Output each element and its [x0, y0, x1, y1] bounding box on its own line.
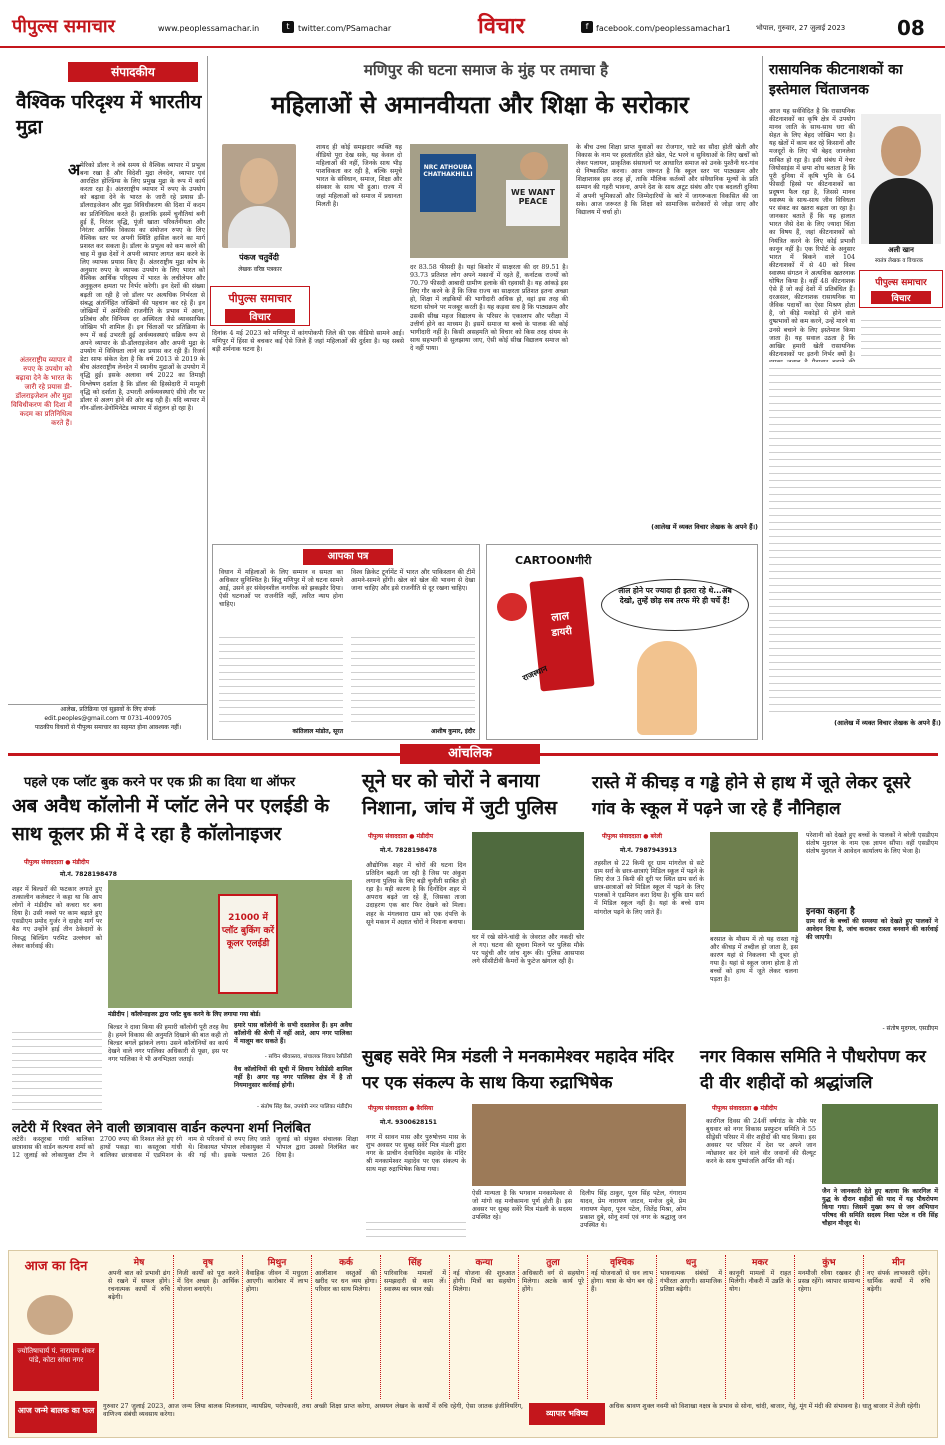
sign-text: मनमौजी रवैया रखकर ही प्रसन्न रहेंगे। व्यापार सामान्य रहेगा। [798, 1270, 860, 1294]
page-number: 08 [897, 16, 925, 40]
story2-byline: पीपुल्स संवाददाता ● मंडीदीप [368, 833, 434, 840]
diary-subtitle: डायरी [551, 625, 573, 640]
horoscope-sign-sagittarius [657, 1255, 726, 1399]
horoscope-sign-pisces [864, 1255, 933, 1399]
story1-body2: बिल्डर ने दावा किया की हमारी कॉलोनी पूरी तरह वैध है। हमने विकास की अनुमति दिखाने की बात कही तो बिल्डर बगलें झांकने लगा। उसने कॉलोनियों का कार्य देखने वाले नगर पालिका अधिकारी से पूछा, इस पर नगर पालिका ने भी अनभिज्ञता जताई। [108, 1024, 228, 1064]
right-brand-tag: विचार [871, 291, 931, 304]
protest-photo [410, 144, 568, 258]
right-body-top: आज यह सर्वविदित है कि रासायनिक कीटनाशकों का कृषि क्षेत्र में उपयोग मानव जाति के साथ-साथ धरा की सेहत के लिए बेहद जोखिम भरा है। यह खेतों में काम कर रहे किसानों और मजदूरों के लिए भी बेहद जानलेवा साबित हो रहा है। इसी संबंध में नेचर जियोसाइंस में छपा शोध बताता है कि पूरी दुनिया में कृषि भूमि के 64 फीसदी हिस्से पर कीटनाशकों का प्रदूषण फैल रहा है, जिससे मानव स्वास्थ्य के साथ-साथ जीव विविधता पर संकट का खतरा बढ़ता जा रहा है। जानकार बताते हैं कि यह हालात भारत जैसे देश के लिए ज्यादा चिंता का विषय हैं, जहां कीटनाशकों को नियंत्रित करने के लिए कोई प्रभावी कानून नहीं है। एक रिपोर्ट के अनुसार भारत में बिकने वाले 104 कीटनाशकों में से 40 को विश्व स्वास्थ्य संगठन ने अत्यधिक खतरनाक घोषित किया है। वहीं 48 कीटनाशक ऐसे हैं जो कई देशों में प्रतिबंधित हैं। दरअसल, कीटनाशक रासायनिक या जैविक पदार्थों का ऐसा मिश्रण होता है, जो कीड़े मकोड़ों से होने वाले दुष्प्रभावों को कम करने, उन्हें मारने या उनसे बचाने के लिए इस्तेमाल किया जाता है। यह सवाल उठता है कि आखिर हमारी खेती रासायनिक कीटनाशकों पर इतनी निर्भर क्यों है। [769, 108, 855, 358]
story1-phone: मो.नं. 7828198478 [60, 871, 117, 878]
story2-body: औद्योगिक शहर में चोरों की घटना दिन प्रतिदिन बढ़ती जा रही है जिस पर अंकुश लगाना पुलिस के लिए बड़ी चुनौती साबित हो रहा है। यही कारण है कि दिनोंदिन शहर में अपराध बढ़ते जा रहे हैं, जिसका ताजा उदाहरण एक बार फिर देखने को मिला। शहर के मंगलवारा ग्राम को एक दंपत्ति के सूने मकान में अज्ञात चोरों ने निशाना बनाया। [366, 862, 466, 926]
facebook-icon: f [581, 21, 593, 33]
right-body-continued [769, 362, 941, 712]
sign-name: सिंह [408, 1258, 422, 1268]
sign-text: नई योजनाओं से धन लाभ होगा। यात्रा के योग बन रहे हैं। [591, 1270, 653, 1294]
sign-name: मेष [133, 1258, 145, 1268]
masthead-logo[interactable]: पीपुल्स समाचार [12, 16, 115, 37]
story5-title: नगर विकास समिति ने पौधरोपण कर दी वीर शहीदों को श्रद्धांजलि [700, 1047, 926, 1093]
diary-title: लाल [550, 609, 570, 624]
story3-body: तहसील से 22 किमी दूर ग्राम मांगरोल से सटे ग्राम सर्रा के छात्र-छात्राएं मिडिल स्कूल में पढ़ने के लिए रोज 3 किमी की दूरी पर स्थित ग्राम सर्रा के छात्र-छात्राओं को मिडिल स्कूल में पढ़ने के लिए पालकों ने एडमिशन करा दिया है। चूंकि ग्राम सर्रा में मिडिल स्कूल नहीं है। यहां के बच्चे ग्राम मांगरोल पढ़ने के लिए जाते हैं। [594, 860, 704, 916]
letter-1-sign: कांतिलाल मांडोत, सूरत [292, 728, 343, 735]
story3-photo [710, 832, 798, 932]
story1-quote2 [234, 1066, 352, 1114]
footer-contact-line: आलेख, प्रतिक्रिया एवं सुझावों के लिए संपर्क [60, 706, 156, 713]
author-photo [222, 144, 296, 248]
story3-sub: इनका कहना है [806, 907, 855, 917]
sign-name: कुंभ [822, 1258, 836, 1268]
brand-tag: विचार [225, 309, 295, 323]
story1-body-more [12, 1026, 102, 1114]
editorial-body: मेरिको डॉलर ने लंबे समय से वैश्विक व्यापार में प्रभुत्व बना रखा है और विदेशी मुद्रा लेनदेन, व्यापार एवं आरक्षित होल्डिंग्स के लिए प्रमुख मुद्रा के रूप में कार्य करता रहा है। अंतरराष्ट्रीय व्यापार में रुपए के उपयोग को बढ़ावा देने के भारत के जारी रहे प्रयास डी-डॉलराइजेशन और मुद्रा विविधीकरण की दिशा में कदम का प्रतिनिधित्व करते हैं। हालांकि इसमें चुनौतियां बनी हुई हैं, निरंतर वृद्धि, पूंजी खाता परिवर्तनीयता और निरंतर आर्थिक विकास का संयोजन रुपए के लिए वैश्विक स्तर पर अपनी स्थिति हासिल करने का मार्ग प्रशस्त कर सकता है। डॉलर के प्रभुत्व को कम करने की चाह में कुछ देशों ने अपनी व्यापार लागत कम करने के लिए व्यापक प्रयास किए हैं। अंतरराष्ट्रीय मुद्रा कोष के अनुसार रुपए के व्यापक उपयोग के लिए भारत को वैश्विक आर्थिक परिदृश्य में भारत के लचीलेपन और अनुकूलन क्षमता पर निर्भर करेगी। इन देशों की संख्या बढ़ती जा रही है जो डॉलर पर अत्यधिक निर्भरता से संबद्ध अंतर्निहित जोखिमों की पहचान कर रहे हैं। इन जोखिमों में अमेरिकी राजनीति के प्रभाव में आना, प्रतिबंध और विनिमय दर अस्थिरता जैसे व्यावसायिक जोखिम भी शामिल हैं। इन चिंताओं पर प्रतिक्रिया के रूप में कई उभरती हुई अर्थव्यवस्थाएं सक्रिय रूप से अपने व्यापार के डी-डॉलराइजेशन और अपनी मुद्रा के उपयोग में विविधता लाने का प्रयास कर रही हैं। रिजर्व डेटा साफ संकेत देता है कि वर्ष 2013 से 2019 के बीच अंतरराष्ट्रीय लेनदेन में स्थानीय मुद्राओं के उपयोग में वृद्धि हुई। इसके अलावा वर्ष 2022 का तिमाही विश्लेषण दर्शाता है कि डॉलर की हिस्सेदारी में मामूली वृद्धि को दर्शाता है, उभरती अर्थव्यवस्थाएं सीधे तौर पर डॉलर से अलग होने की ओर बढ़ रही हैं। यदि व्यापार में नॉन-डॉलर-डेनोमिनेटेड व्यापार में संतुलन हो रहा है। [80, 162, 205, 412]
story3-phone: मो.नं. 7987943913 [620, 847, 677, 854]
right-title: रासायनिक कीटनाशकों का इस्तेमाल चिंताजनक [769, 62, 903, 98]
sign-name: वृश्चिक [610, 1258, 634, 1268]
horoscope-sign-gemini [243, 1255, 312, 1399]
editorial-dropcap: अ [68, 160, 81, 179]
story2-title: सूने घर को चोरों ने बनाया निशाना, जांच में जुटी पुलिस [362, 770, 557, 819]
story1-title: अब अवैध कॉलोनी में प्लॉट लेने पर एलईडी के साथ कूलर फ्री में दे रहा है कॉलोनाइजर [12, 795, 330, 845]
section-title: विचार [478, 14, 525, 39]
story4-body: नगर में सावन मास और पुरुषोत्तम मास के शुभ अवसर पर सुबह सवेरे मित्र मंडली द्वारा नगर के प्राचीन देवाधिदेव महादेव के मंदिर श्री मनकामेश्वर महादेव पर एक संकल्प के साथ महा रुद्राभिषेक किया गया। [366, 1134, 466, 1174]
story4-byline: पीपुल्स संवाददाता ● बैरसिया [368, 1105, 434, 1112]
horoscope-sign-scorpio [588, 1255, 657, 1399]
right-author-shirt [869, 178, 933, 244]
editorial-footer [8, 704, 208, 740]
author-name: पंकज चतुर्वेदी [239, 253, 279, 262]
sign-name: मिथुन [267, 1258, 287, 1268]
footer-email[interactable]: edit.peoples@gmail.com या 0731-4009705 [44, 715, 172, 722]
story1-quote2-text: वैध कॉलोनियों की सूची में शिवाय रेसीडेंसी शामिल नहीं है। अगर यह नगर पालिका क्षेत्र में है तो नियमानुसार कार्रवाई होगी। [234, 1066, 352, 1090]
main-col4: के बीच उच्च शिक्षा प्राप्त युवाओं का रोजगार, घाटे का सौदा होती खेती और विकास के नाम पर हस्तांतरित होते खेत, पेट भरने व सुविधाओं के लिए खर्चों को लेकर पलायन, प्राकृतिक संसाधनों पर आधारित समाज को उनके पुश्तैनी घर-गांव से निष्कासित करना। आज जरूरत है कि स्कूल स्तर पर पाठ्यक्रम और शिक्षाशास्त्र इस तरह हों, ताकि मौलिक कर्तव्यों और संवैधानिक मूल्यों के प्रति सम्मान की गहरी भावना, अपने देश के साथ अटूट संबंध और एक बदलती दुनिया में अपनी भूमिकाओं और जिम्मेदारियों के बारे में जागरूकता विकसित की जा सके। आज जरूरत है कि शिक्षा को सामाजिक सरोकारों से जोड़ा जाए और विद्यालय में चर्चा हो। [576, 144, 758, 216]
main-col1-upper: शायद ही कोई समझदार व्यक्ति यह वीडियो पूरा देख सके, यह केवल दो महिलाओं की नहीं, जिनके साथ भीड़ पाशविकता कर रही है, बल्कि समूचे भारत के संविधान, समाज, शिक्षा और संस्कार के साथ भी हुआ। राज्य में जहां महिलाओं को समाज में प्रधानता मिलती है। [316, 144, 402, 208]
story4-body-more [366, 1216, 466, 1240]
story5-caption: जैन ने जानकारी देते हुए बताया कि कारगिल में युद्ध के दौरान शहीदों की याद में यह पौधरोपण किया गया। जिसमें मुख्य रूप से जन अभियान परिषद की समिति सदस्य निशा पटेल व रवि सिंह चौहान मौजूद थे। [822, 1188, 938, 1228]
letter-2: विश्व क्रिकेट टूर्नामेंट में भारत और पाकिस्तान की टीमें आमने-सामने होंगी। खेल को खेल की भावना से देखा जाना चाहिए और इसे राजनीति से दूर रखना चाहिए। [351, 569, 475, 593]
editorial-column [8, 56, 208, 740]
right-author-note: (आलेख में व्यक्त विचार लेखक के अपने हैं।) [834, 719, 941, 727]
horoscope-astrologer: ज्योतिषाचार्य पं. नारायण शंकर पांडे, कोटा सांधा नगर [13, 1343, 99, 1391]
right-brand-box [859, 270, 943, 308]
brand-logo: पीपुल्स समाचार [228, 292, 292, 305]
right-article [762, 56, 942, 740]
section-band: आंचलिक [400, 744, 540, 764]
story3-caption: बरसात के मौसम में तो यह रास्ता गड्ढे और कीचड़ में तब्दील हो जाता है, इस कारण यहां से निकलना भी दूभर हो गया है। यहां से स्कूल जाना होता है तो बच्चों को हाथ में जूते लेकर चलना पड़ता है। [710, 936, 798, 984]
twitter-link[interactable]: twitter.com/PSamachar [298, 24, 392, 33]
story4-photo [472, 1104, 686, 1186]
sign-text: वैवाहिक जीवन में मधुरता आएगी। कारोबार में लाभ होगा। [246, 1270, 308, 1294]
horoscope-sign-cancer [312, 1255, 381, 1399]
horoscope-sign-aries [105, 1255, 174, 1399]
author-shirt [228, 206, 290, 248]
sign-name: कर्क [339, 1258, 353, 1268]
sign-text: नए संपर्क लाभकारी रहेंगे। धार्मिक कार्यों में रुचि बढ़ेगी। [867, 1270, 930, 1294]
sign-name: धनु [685, 1258, 697, 1268]
story5-body: कारगिल दिवस की 24वीं वर्षगांठ के मौके पर बुधवार को नगर विकास प्रस्फुटन समिति ने 55 सीड्रेसी परिसर में वीर शहीदों की याद किया। इस अवसर पर परिसर में देश पर अपने जान न्योछावर कर देने वाले वीर जवानों की सैल्यूट करने के साथ पुष्पांजलि अर्पित की गई। [706, 1118, 816, 1166]
main-col3: दर 83.58 फीसदी है। यहां किशोर में साक्षरता की दर 89.51 है। 93.73 प्रतिशत लोग अपने मकानों में रहते हैं, कर्नाटक राज्यों को 70.79 फीसदी आबादी ग्रामीण इलाके की रहवासी है। यह आंकड़े इस लिए गौर करने के हैं कि जिस राज्य का साक्षरता प्रतिशत इतना अच्छा हो, शिक्षा में लड़कियों की भागीदारी अधिक हो, वहां इस तरह की घटना सोचने पर मजबूर करती है। यह कड़वा सच है कि पाठ्यक्रम और उसकी सीख महज विद्यालय के परिसर के एकालाप और परीक्षा में उत्तीर्ण होने का माध्यम है। इसमें समाज या बच्चे के पालक की कोई भागीदारी नहीं है। किसी असहमति को विचार को किस तरह संयम के साथ सहभागी से सुलझाया जाए, ऐसी कोई सीख विद्यालय समाज को दे नहीं पाया। [410, 264, 568, 352]
sign-text: कानूनी मामलों में राहत मिलेगी। नौकरी में उन्नति के योग। [729, 1270, 791, 1294]
business-label: व्यापार भविष्य [529, 1403, 605, 1425]
story1-byline: पीपुल्स संवाददाता ● मंडीदीप [24, 859, 90, 866]
horoscope-label: आज का दिन [24, 1259, 88, 1274]
author-face [240, 158, 278, 204]
protest-placard-nrc: NRC ATHOUBA CHATHAKHILLI [420, 154, 476, 212]
main-author-note: (आलेख में व्यक्त विचार लेखक के अपने हैं।) [651, 523, 758, 531]
story3-byline: पीपुल्स संवाददाता ● बरेली [602, 833, 663, 840]
business-text: अधिक श्रावण शुक्ल नवमी को विशाखा नक्षत्र के प्रभाव से सोना, चांदी, बाजार, गेहूं, मूंग में मंदी की संभावना है। धातु बाजार में तेजी रहेगी। [609, 1403, 921, 1410]
protest-woman [520, 152, 548, 180]
story1-body: शहर में बिल्डरों की फटकार लगाते हुए तत्कालीन कलेक्टर ने कहा था कि आप लोगों ने मंडीदीप को कचरा घर बना दिया है। उसी नक्शे पर काम बढ़ाते हुए एसडीएम प्रमोद गुर्जर ने दाहोद मार्ग पर बैठ गए उन्होंने हाई तीन ठेकेदारों के विरुद्ध बिल्डिंग परमिट उल्लंघन को लेकर कार्रवाई की। [12, 886, 102, 950]
sign-text: पारिवारिक मामलों में समझदारी से काम लें। स्वास्थ्य का ध्यान रखें। [384, 1270, 446, 1294]
sign-text: नई योजना की शुरुआत होगी। मित्रों का सहयोग मिलेगा। [453, 1270, 515, 1294]
right-author-name: अली खान [888, 246, 914, 254]
story1-caption: मंडीदीप | कॉलोनाइजर द्वारा प्लॉट बुक करने के लिए लगाया गया बोर्ड। [108, 1011, 261, 1018]
story2-phone: मो.नं. 7828198478 [380, 847, 437, 854]
sign-name: कन्या [475, 1258, 493, 1268]
cartoon-speech-bubble: लाल होने पर ज्यादा ही इतरा रहे थे...अब देखो, तुम्हें छोड़ सब तरफ मेरे ही चर्चे हैं! [601, 579, 749, 631]
sign-text: आलीशान वस्तुओं की खरीद पर धन व्यय होगा। परिवार का साथ मिलेगा। [315, 1270, 377, 1294]
brand-box [210, 286, 310, 326]
cartoon-figure [637, 641, 697, 735]
horoscope-sign-libra [519, 1255, 588, 1399]
horoscope-sign-taurus [174, 1255, 243, 1399]
website-link[interactable]: www.peoplessamachar.in [158, 24, 260, 33]
letter-1: विधान में महिलाओं के लिए सम्मान व समता का अधिकार सुनिश्चित है। किंतु मणिपुर में जो घटना सामने आई, उसने हर संवेदनशील नागरिक को झकझोर दिया। ऐसी घटनाओं पर राजनीति नहीं, त्वरित न्याय होना चाहिए। [219, 569, 343, 609]
editorial-label: संपादकीय [68, 62, 198, 82]
sign-text: अपनी बात को प्रभावी ढंग से रखने में सफल होंगे। रचनात्मक कार्यों में रुचि बढ़ेगी। [108, 1270, 170, 1302]
story3-quote: ग्राम सर्रा के बच्चों की समस्या को देखते हुए पालकों ने आवेदन दिया है, जांच कराकर रास्ता बनवाने की कार्रवाई की जाएगी। [806, 918, 938, 942]
protest-placard-peace: WE WANT PEACE [506, 180, 560, 226]
main-col2: दिनांक 4 मई 2023 को मणिपुर में कांगपोकपी जिले की एक वीडियो सामने आई। मणिपुर में हिंसा से बचकर कई ऐसे जिले हैं जहां महिलाओं की दुर्दशा है। यह सबसे बड़ी शर्मनाक घटना है। [212, 330, 404, 354]
story4-body2: ऐसी मान्यता है कि भगवान मनकामेश्वर से जो मांगो वह मनोकामना पूर्ण होती है। इस अवसर पर सुबह सवेरे मित्र मंडली के सदस्य उपस्थित रहे। [472, 1190, 572, 1222]
horoscope-sign-virgo [450, 1255, 519, 1399]
story3-title: रास्ते में कीचड़ व गड्ढे होने से हाथ में जूते लेकर दूसरे गांव के स्कूल में पढ़ने जा रहे हैं नौनिहाल [592, 773, 911, 819]
story2-body2: घर में रखे सोने-चांदी के जेवरात और नकदी चोर ले गए। घटना की सूचना मिलने पर पुलिस मौके पर पहुंची और जांच शुरू की। पुलिस आसपास लगे सीसीटीवी कैमरों के फुटेज खंगाल रही है। [472, 934, 584, 966]
horoscope-astrologer-photo [27, 1295, 73, 1335]
author-role: लेखक वरिष्ठ पत्रकार [238, 266, 282, 273]
story1-quote2-sign: - संतोष सिंह बैस, उपयंत्री नगर पालिका मंडीदीप [256, 1104, 352, 1110]
right-author-photo [861, 114, 941, 244]
cartoon-label: CARTOONगीरी [515, 554, 592, 567]
sign-name: मीन [892, 1258, 905, 1268]
facebook-link[interactable]: facebook.com/peoplessamachar1 [596, 24, 731, 33]
story3-body2: परेशानी को देखते हुए बच्चों के पालकों ने बरेली एसडीएम संतोष मुदगल के नाम एक ज्ञापन सौंपा। वहीं एसडीएम संतोष मुदगल ने आवेदन कार्यालय के लिए भेजा है। [806, 832, 938, 856]
right-body-lines [861, 314, 941, 358]
story1-kicker: पहले एक प्लॉट बुक करने पर एक फ्री का दिया था ऑफर [24, 775, 296, 790]
main-kicker: मणिपुर की घटना समाज के मुंह पर तमाचा है [363, 61, 609, 79]
letters-box [212, 544, 480, 740]
story1-sign-board: 21000 में प्लॉट बुकिंग करें कूलर एलईडी [218, 894, 278, 994]
letter-2-more [351, 631, 475, 723]
sign-text: अधिकारी वर्ग से सहयोग मिलेगा। अटके कार्य पूरे होंगे। [522, 1270, 584, 1294]
story1-quote1-text: हमारे पास कॉलोनी के सभी दस्तावेज हैं। हम अवैध कॉलोनी की श्रेणी में नहीं आते, आप नगर पालिका में मालूम कर सकते हैं। [234, 1022, 352, 1046]
story6-body: लटेरी। कस्तूरबा गांधी बालिका छात्रावास की वार्डन कल्पना शर्मा को 12 जुलाई को लोकायुक्त टीम ने 2700 रुपए की रिश्वत लेते हुए रंगे हाथों पकड़ा था। कस्तूरबा गांधी बालिका छात्रावास में एडमिशन के नाम से परिजनों से रुपए लिए जाते थे। शिकायत भोपाल लोकायुक्त में की गई थी। इसके पश्चात 26 जुलाई को संयुक्त संचालक शिक्षा भोपाल द्वारा उसको निलंबित कर दिया है। [12, 1136, 358, 1160]
footer-disclaimer: पाठकीय विचारों से पीपुल्स समाचार का सहमत होना आवश्यक नहीं। [34, 724, 182, 731]
sign-name: वृष [202, 1258, 214, 1268]
story1-quote1 [234, 1022, 352, 1062]
story5-photo [822, 1104, 938, 1184]
letter-1-more [219, 631, 343, 723]
letter-2-sign: आशीष कुमार, इंदौर [430, 728, 475, 735]
cartoon-tomato-icon [497, 593, 527, 621]
story4-title: सुबह सवेरे मित्र मंडली ने मनकामेश्वर महादेव मंदिर पर एक संकल्प के साथ किया रुद्राभिषेक [362, 1047, 674, 1093]
right-brand-logo: पीपुल्स समाचार [875, 278, 927, 288]
story4-names: दिलीप सिंह ठाकुर, पूरन सिंह पटेल, गंगाराम यादव, प्रेम नारायण जाटव, मनोज दुबे, प्रेम नारायण मेहरा, पूरन पटेल, जितेंद्र मिश्रा, ओम प्रकाश दुबे, सोनू शर्मा एवं नगर के श्रद्धालु जन उपस्थित थे। [580, 1190, 686, 1230]
dateline: भोपाल, गुरुवार, 27 जुलाई 2023 [756, 24, 846, 32]
born-text: गुरुवार 27 जुलाई 2023, आज जन्म लिया बालक मिलनसार, न्यायप्रिय, परोपकारी, तथा अच्छी शिक्षा प्राप्त करेगा, अध्ययन लेखन के कार्यों में रुचि रहेगी, ऐसा जातक इंजीनियरिंग, वाणिज्य संबंधी व्यवसाय करेगा। [103, 1403, 523, 1419]
sign-text: भावनात्मक संबंधों में गंभीरता आएगी। सामाजिक प्रतिष्ठा बढ़ेगी। [660, 1270, 722, 1294]
horoscope-sign-aquarius [795, 1255, 864, 1399]
horoscope-sign-capricorn [726, 1255, 795, 1399]
masthead [0, 0, 945, 48]
right-author-role: स्वतंत्र लेखक व विचारक [875, 258, 923, 264]
story4-phone: मो.नं. 9300628151 [380, 1119, 437, 1126]
cartoon-box [486, 544, 758, 740]
editorial-pullquote: अंतरराष्ट्रीय व्यापार में रुपए के उपयोग को बढ़ावा देने के भारत के जारी रहे प्रयास डी-डॉलराइजेशन और मुद्रा विविधीकरण की दिशा में कदम का प्रतिनिधित्व करते हैं। [11, 356, 72, 427]
story2-photo [472, 832, 584, 930]
main-title: महिलाओं से अमानवीयता और शिक्षा के सरोकार [271, 91, 689, 119]
horoscope-grid [105, 1255, 935, 1399]
story1-quote1-sign: - सचिन श्रीवास्तव, संचालक शिवाय रेसीडेंसी [264, 1054, 352, 1060]
right-author-face [881, 126, 921, 176]
editorial-title: वैश्विक परिदृश्य में भारतीय मुद्रा [16, 91, 202, 138]
sign-text: निजी कार्यों को पूरा करने में दिन अच्छा है। आर्थिक योजना बनाएंगे। [177, 1270, 239, 1294]
horoscope-box [8, 1250, 938, 1438]
cartoon-rajasthan-tag: राजस्थान [521, 664, 549, 683]
horoscope-sign-leo [381, 1255, 450, 1399]
twitter-icon: t [282, 21, 294, 33]
sign-name: मकर [752, 1258, 768, 1268]
born-label: आज जन्मे बालक का फल [15, 1401, 97, 1433]
sign-name: तुला [546, 1258, 560, 1268]
story6-title: लटेरी में रिश्वत लेने वाली छात्रावास वार्डन कल्पना शर्मा निलंबित [12, 1121, 311, 1136]
story5-byline: पीपुल्स संवाददाता ● मंडीदीप [712, 1105, 778, 1112]
story3-quote-sign: - संतोष मुदगल, एसडीएम [882, 1025, 938, 1032]
story1-photo [108, 880, 352, 1008]
letters-title: आपका पत्र [303, 549, 393, 565]
